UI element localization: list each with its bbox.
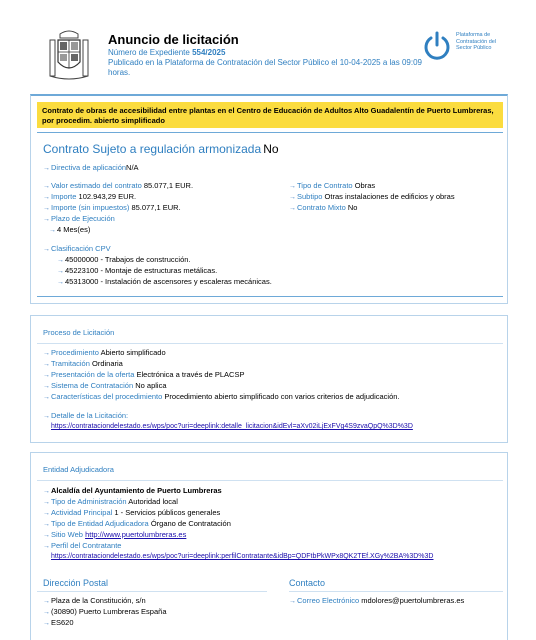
arrow-icon: → xyxy=(43,510,50,517)
presentacion-row: →Presentación de la oferta Electrónica a través de PLACSP xyxy=(43,370,245,379)
cpv-item: →45000000 - Trabajos de construcción. xyxy=(57,255,191,264)
procedimiento-row: →Procedimiento Abierto simplificado xyxy=(43,348,166,357)
directiva-row: →Directiva de aplicaciónN/A xyxy=(43,163,139,172)
arrow-icon: → xyxy=(43,246,50,253)
detalle-link[interactable]: https://contrataciondelestado.es/wps/poc?uri=deeplink:detalle_licitacion&idEvl=aXv02iLjExFVg4S9zvaQpQ%3D%3D xyxy=(51,423,413,430)
email-row: →Correo Electrónico mdolores@puertolumbreras.es xyxy=(289,596,465,605)
arrow-icon: → xyxy=(289,183,296,190)
subsection-divider xyxy=(289,591,503,592)
coat-of-arms-icon xyxy=(48,28,90,82)
cpv-item: →45313000 - Instalación de ascensores y escaleras mecánicas. xyxy=(57,277,272,286)
publication-date: Publicado en la Plataforma de Contratación del Sector Público el 10-04-2025 a las 09:09 horas. xyxy=(108,58,422,77)
arrow-icon: → xyxy=(43,372,50,379)
platform-power-icon xyxy=(422,31,452,61)
arrow-icon: → xyxy=(57,268,64,275)
contract-regulation-title: Contrato Sujeto a regulación armonizada No xyxy=(43,142,279,156)
contracting-entity-section xyxy=(30,452,508,640)
importe-sin-row: →Importe (sin impuestos) 85.077,1 EUR. xyxy=(43,203,181,212)
postal-address-title: Dirección Postal xyxy=(43,578,109,588)
arrow-icon: → xyxy=(43,521,50,528)
section-title: Proceso de Licitación xyxy=(43,328,115,337)
arrow-icon: → xyxy=(43,499,50,506)
arrow-icon: → xyxy=(57,279,64,286)
plazo-row: →Plazo de Ejecución xyxy=(43,214,115,223)
tramitacion-row: →Tramitación Ordinaria xyxy=(43,359,123,368)
arrow-icon: → xyxy=(289,598,296,605)
importe-row: →Importe 102.943,29 EUR. xyxy=(43,192,137,201)
arrow-icon: → xyxy=(43,609,50,616)
tipo-row: →Tipo de Contrato Obras xyxy=(289,181,376,190)
arrow-icon: → xyxy=(57,257,64,264)
arrow-icon: → xyxy=(289,205,296,212)
perfil-row: →Perfil del Contratante xyxy=(43,541,122,550)
subtipo-row: →Subtipo Otras instalaciones de edificios y obras xyxy=(289,192,455,201)
perfil-link[interactable]: https://contrataciondelestado.es/wps/poc?uri=deeplink:perfilContratante&idBp=QDFtbPkWPx8QK2TEf.XGy%2BA%3D%3D xyxy=(51,553,434,560)
arrow-icon: → xyxy=(43,394,50,401)
address-line: →ES620 xyxy=(43,618,74,627)
caracteristicas-row: →Características del procedimiento Procedimiento abierto simplificado con varios criterios de adjudicación. xyxy=(43,392,400,401)
sitio-web-row: →Sitio Web http://www.puertolumbreras.es xyxy=(43,530,187,539)
contract-section xyxy=(30,94,508,304)
banner-divider xyxy=(37,132,503,133)
cpv-row: →Clasificación CPV xyxy=(43,244,111,253)
detalle-row: →Detalle de la Licitación: xyxy=(43,411,129,420)
arrow-icon: → xyxy=(43,532,50,539)
page-title: Anuncio de licitación xyxy=(108,32,239,47)
cpv-item: →45223100 - Montaje de estructuras metálicas. xyxy=(57,266,218,275)
actividad-row: →Actividad Principal 1 - Servicios públicos generales xyxy=(43,508,221,517)
subsection-divider xyxy=(37,591,267,592)
arrow-icon: → xyxy=(43,165,50,172)
address-line: →(30890) Puerto Lumbreras España xyxy=(43,607,167,616)
arrow-icon: → xyxy=(43,194,50,201)
page-header xyxy=(30,20,508,88)
arrow-icon: → xyxy=(43,361,50,368)
entity-name-row: →Alcaldía del Ayuntamiento de Puerto Lumbreras xyxy=(43,486,222,495)
tipo-admin-row: →Tipo de Administración Autoridad local xyxy=(43,497,178,506)
arrow-icon: → xyxy=(43,205,50,212)
expediente-number: Número de Expediente 554/2025 xyxy=(108,48,226,57)
address-line: →Plaza de la Constitución, s/n xyxy=(43,596,146,605)
mixto-row: →Contrato Mixto No xyxy=(289,203,358,212)
plazo-value: →4 Mes(es) xyxy=(49,225,91,234)
tipo-entidad-row: →Tipo de Entidad Adjudicadora Órgano de Contratación xyxy=(43,519,231,528)
arrow-icon: → xyxy=(43,488,50,495)
sistema-row: →Sistema de Contratación No aplica xyxy=(43,381,167,390)
arrow-icon: → xyxy=(43,413,50,420)
website-link[interactable]: http://www.puertolumbreras.es xyxy=(85,530,187,539)
contract-title-banner: Contrato de obras de accesibilidad entre plantas en el Centro de Educación de Adultos Alto Guadalentín de Puerto Lumbreras, por procedim. abierto simplificado xyxy=(37,102,503,128)
section-divider xyxy=(37,296,503,297)
arrow-icon: → xyxy=(43,383,50,390)
title-underline xyxy=(37,480,503,481)
arrow-icon: → xyxy=(49,227,56,234)
arrow-icon: → xyxy=(43,183,50,190)
arrow-icon: → xyxy=(289,194,296,201)
section-title: Entidad Adjudicadora xyxy=(43,465,114,474)
platform-name: Plataforma de Contratación del Sector Público xyxy=(456,32,497,51)
arrow-icon: → xyxy=(43,620,50,627)
contact-title: Contacto xyxy=(289,578,326,588)
arrow-icon: → xyxy=(43,543,50,550)
arrow-icon: → xyxy=(43,216,50,223)
tender-process-section xyxy=(30,315,508,443)
arrow-icon: → xyxy=(43,350,50,357)
arrow-icon: → xyxy=(43,598,50,605)
title-underline xyxy=(37,343,503,344)
valor-row: →Valor estimado del contrato 85.077,1 EUR. xyxy=(43,181,194,190)
